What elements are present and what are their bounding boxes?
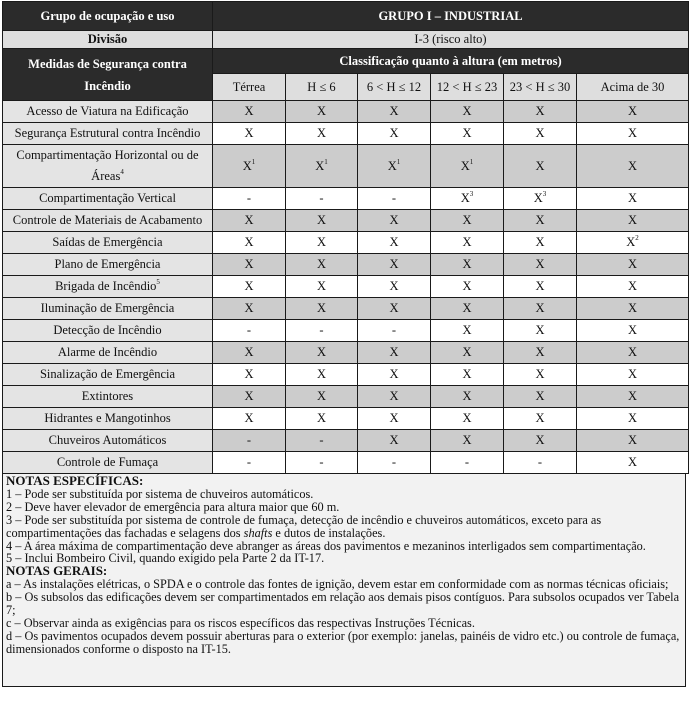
required-mark: X <box>504 232 577 254</box>
notes-section <box>2 474 686 687</box>
required-mark: X <box>577 145 689 188</box>
required-mark: X <box>504 101 577 123</box>
required-mark: X <box>213 232 286 254</box>
specific-notes-title: NOTAS ESPECÍFICAS: <box>6 473 144 488</box>
not-required-mark: - <box>358 320 431 342</box>
required-mark: X <box>358 386 431 408</box>
required-mark: X <box>358 123 431 145</box>
footnote-ref: 1 <box>396 157 401 166</box>
row-label: Detecção de Incêndio <box>3 320 213 342</box>
fire-safety-requirements-document <box>2 1 688 687</box>
required-mark: X <box>358 101 431 123</box>
row-label: Compartimentação Horizontal ou de Áreas$^4$ <box>3 145 213 188</box>
general-note-b: b – Os subsolos das edificações devem ser compartimentados em relação aos demais pisos contíguos. Para subsolos ocupados ver Tabela 7; <box>6 590 680 618</box>
required-mark: $X^1$ <box>213 145 286 188</box>
required-mark: X <box>577 452 689 474</box>
table-row <box>3 101 689 123</box>
row-label: Hidrantes e Mangotinhos <box>3 408 213 430</box>
required-mark: X <box>213 386 286 408</box>
row-label: Saídas de Emergência <box>3 232 213 254</box>
required-mark: X <box>286 254 358 276</box>
required-mark: X <box>504 320 577 342</box>
specific-note-2: 2 – Deve haver elevador de emergência para altura maior que 60 m. <box>6 499 340 514</box>
division-row <box>3 31 689 49</box>
required-mark: X <box>286 386 358 408</box>
required-mark: X <box>431 430 504 452</box>
not-required-mark: - <box>286 430 358 452</box>
measures-label <box>3 49 213 101</box>
required-mark: X <box>358 408 431 430</box>
required-mark: X <box>504 276 577 298</box>
required-mark: X <box>504 430 577 452</box>
not-required-mark: - <box>504 452 577 474</box>
division-label: Divisão <box>3 31 213 49</box>
required-mark: X <box>504 408 577 430</box>
required-mark: X <box>213 123 286 145</box>
table-row <box>3 320 689 342</box>
required-mark: X <box>286 364 358 386</box>
required-mark: X <box>431 320 504 342</box>
required-mark: X <box>504 254 577 276</box>
required-mark: X <box>213 101 286 123</box>
required-mark: X <box>286 123 358 145</box>
table-row <box>3 232 689 254</box>
required-mark: X <box>213 298 286 320</box>
specific-note-5: 5 – Inclui Bombeiro Civil, quando exigido pela Parte 2 da IT-17. <box>6 551 325 566</box>
group-label: Grupo de ocupação e uso <box>3 2 213 31</box>
required-mark: X <box>577 210 689 232</box>
group-value: GRUPO I – INDUSTRIAL <box>213 2 689 31</box>
table-row <box>3 276 689 298</box>
table-row <box>3 342 689 364</box>
table-row <box>3 430 689 452</box>
required-mark: X <box>504 210 577 232</box>
required-mark: X <box>431 364 504 386</box>
row-label: Alarme de Incêndio <box>3 342 213 364</box>
column-header: Acima de 30 <box>577 74 689 101</box>
table-row <box>3 145 689 188</box>
required-mark: X <box>431 342 504 364</box>
required-mark: X <box>431 232 504 254</box>
not-required-mark: - <box>286 320 358 342</box>
required-mark: X <box>213 210 286 232</box>
required-mark: X <box>213 276 286 298</box>
required-mark: X <box>431 123 504 145</box>
row-label: Chuveiros Automáticos <box>3 430 213 452</box>
required-mark: X <box>577 276 689 298</box>
required-mark: $X^3$ <box>504 188 577 210</box>
group-row <box>3 2 689 31</box>
row-label: Brigada de Incêndio$^5$ <box>3 276 213 298</box>
table-row <box>3 123 689 145</box>
not-required-mark: - <box>213 452 286 474</box>
required-mark: X <box>577 386 689 408</box>
required-mark: X <box>504 145 577 188</box>
required-mark: X <box>577 101 689 123</box>
requirements-table <box>2 1 689 474</box>
general-note-a: a – As instalações elétricas, o SPDA e o controle das fontes de ignição, devem estar em conformidade com as normas técnicas oficiais; <box>6 577 669 592</box>
footnote-ref: 3 <box>469 190 474 198</box>
required-mark: X <box>358 254 431 276</box>
required-mark: $X^1$ <box>358 145 431 188</box>
required-mark: X <box>577 408 689 430</box>
column-header: 23 < H ≤ 30 <box>504 74 577 101</box>
required-mark: X <box>577 430 689 452</box>
table-row <box>3 364 689 386</box>
row-label: Segurança Estrutural contra Incêndio <box>3 123 213 145</box>
required-mark: X <box>577 188 689 210</box>
required-mark: X <box>431 210 504 232</box>
required-mark: X <box>358 430 431 452</box>
required-mark: X <box>577 254 689 276</box>
row-label: Plano de Emergência <box>3 254 213 276</box>
required-mark: X <box>431 298 504 320</box>
required-mark: X <box>577 342 689 364</box>
not-required-mark: - <box>431 452 504 474</box>
not-required-mark: - <box>213 320 286 342</box>
not-required-mark: - <box>286 188 358 210</box>
column-header: Térrea <box>213 74 286 101</box>
column-header: 6 < H ≤ 12 <box>358 74 431 101</box>
specific-note-3: 3 – Pode ser substituída por sistema de controle de fumaça, detecção de incêndio e chuveiros automáticos, exceto para as compartimentações das fachadas e selagens dos shafts e dutos de instalações. <box>6 512 602 540</box>
required-mark: X <box>431 276 504 298</box>
footnote-ref: 3 <box>542 190 547 198</box>
general-notes-title: NOTAS GERAIS: <box>6 563 108 579</box>
not-required-mark: - <box>358 452 431 474</box>
not-required-mark: - <box>213 430 286 452</box>
measures-label-line1: Medidas de Segurança contra <box>28 56 187 71</box>
general-note-c: c – Observar ainda as exigências para os riscos específicos das respectivas Instruções Técnicas. <box>6 615 475 630</box>
required-mark: $X^3$ <box>431 188 504 210</box>
required-mark: X <box>358 298 431 320</box>
general-note-d: d – Os pavimentos ocupados devem possuir aberturas para o exterior (por exemplo: janelas, painéis de vidro etc.) ou controle de fumaça, dimensionados conforme o disposto na IT-15. <box>6 628 680 656</box>
required-mark: X <box>577 298 689 320</box>
footnote-ref: 1 <box>251 157 256 166</box>
table-row <box>3 452 689 474</box>
required-mark: X <box>286 210 358 232</box>
required-mark: X <box>577 320 689 342</box>
table-row <box>3 298 689 320</box>
required-mark: X <box>577 364 689 386</box>
required-mark: X <box>286 408 358 430</box>
required-mark: X <box>358 364 431 386</box>
footnote-ref: 5 <box>156 278 160 286</box>
required-mark: X <box>286 232 358 254</box>
footnote-ref: 1 <box>324 157 328 166</box>
required-mark: X <box>213 342 286 364</box>
required-mark: $X^1$ <box>431 145 504 188</box>
table-row <box>3 408 689 430</box>
required-mark: $X^1$ <box>286 145 358 188</box>
footnote-ref: 1 <box>469 157 474 166</box>
required-mark: X <box>504 364 577 386</box>
not-required-mark: - <box>213 188 286 210</box>
specific-note-4: 4 – A área máxima de compartimentação deve abranger as áreas dos pavimentos e mezaninos interligados sem compartimentação. <box>6 538 646 553</box>
required-mark: X <box>358 342 431 364</box>
measures-label-line2: Incêndio <box>84 78 131 93</box>
required-mark: X <box>213 408 286 430</box>
required-mark: X <box>358 232 431 254</box>
row-label: Extintores <box>3 386 213 408</box>
row-label: Controle de Materiais de Acabamento <box>3 210 213 232</box>
required-mark: $X^2$ <box>577 232 689 254</box>
row-label: Sinalização de Emergência <box>3 364 213 386</box>
required-mark: X <box>286 342 358 364</box>
required-mark: X <box>286 101 358 123</box>
not-required-mark: - <box>286 452 358 474</box>
required-mark: X <box>504 386 577 408</box>
footnote-ref: 2 <box>635 234 639 242</box>
required-mark: X <box>431 101 504 123</box>
row-label: Compartimentação Vertical <box>3 188 213 210</box>
row-label: Acesso de Viatura na Edificação <box>3 101 213 123</box>
required-mark: X <box>431 408 504 430</box>
required-mark: X <box>431 386 504 408</box>
required-mark: X <box>504 342 577 364</box>
required-mark: X <box>504 298 577 320</box>
classification-label: Classificação quanto à altura (em metros) <box>213 49 689 74</box>
table-row <box>3 188 689 210</box>
column-header: 12 < H ≤ 23 <box>431 74 504 101</box>
required-mark: X <box>358 276 431 298</box>
table-row <box>3 254 689 276</box>
table-row <box>3 210 689 232</box>
required-mark: X <box>577 123 689 145</box>
specific-note-1: 1 – Pode ser substituída por sistema de chuveiros automáticos. <box>6 486 314 501</box>
required-mark: X <box>213 254 286 276</box>
required-mark: X <box>286 276 358 298</box>
required-mark: X <box>213 364 286 386</box>
table-row <box>3 386 689 408</box>
required-mark: X <box>504 123 577 145</box>
column-header: H ≤ 6 <box>286 74 358 101</box>
footnote-ref: 4 <box>120 168 124 176</box>
required-mark: X <box>286 298 358 320</box>
row-label: Iluminação de Emergência <box>3 298 213 320</box>
not-required-mark: - <box>358 188 431 210</box>
row-label: Controle de Fumaça <box>3 452 213 474</box>
required-mark: X <box>431 254 504 276</box>
required-mark: X <box>358 210 431 232</box>
division-value: I-3 (risco alto) <box>213 31 689 49</box>
classification-row <box>3 49 689 74</box>
